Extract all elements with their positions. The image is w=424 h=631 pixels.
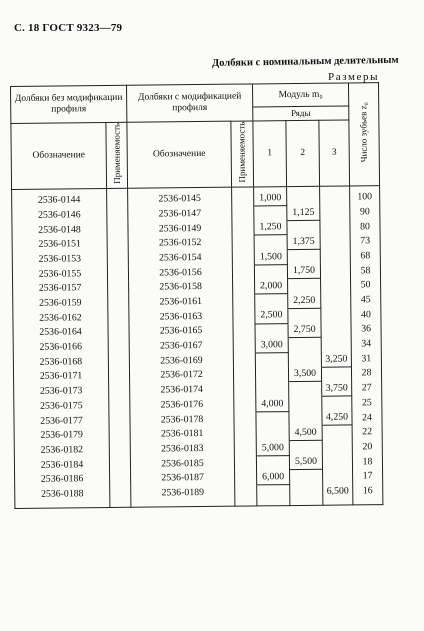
module-series-3 [321, 367, 351, 382]
applicability-with [232, 206, 254, 221]
teeth-count: 27 [352, 381, 382, 396]
designation-without: 2536-0171 [13, 369, 108, 385]
teeth-count: 16 [353, 484, 383, 506]
applicability-without [107, 188, 128, 207]
module-series-3 [320, 264, 350, 279]
teeth-count: 80 [350, 219, 380, 234]
module-series-1: 2,000 [255, 279, 288, 294]
module-series-3 [322, 440, 352, 455]
designation-without: 2536-0168 [13, 354, 108, 370]
applicability-without [109, 442, 130, 457]
designation-with: 2536-0185 [130, 456, 234, 472]
module-series-3: 4,250 [322, 411, 352, 426]
applicability-without [107, 237, 128, 252]
teeth-count: 100 [350, 185, 380, 205]
teeth-count: 68 [350, 249, 380, 264]
teeth-count: 31 [351, 352, 381, 367]
cutters-table [10, 82, 383, 509]
teeth-count: 90 [350, 205, 380, 220]
designation-without: 2536-0175 [14, 398, 109, 414]
module-series-3 [321, 337, 351, 352]
module-series-2: 2,750 [288, 323, 321, 338]
module-series-1 [256, 382, 289, 397]
header-applicability-2 [231, 121, 254, 187]
module-series-2 [288, 352, 321, 367]
applicability-with [235, 470, 257, 485]
module-series-2: 5,500 [289, 455, 322, 470]
teeth-count: 18 [352, 454, 382, 469]
applicability-with [233, 279, 255, 294]
designation-with: 2536-0147 [128, 206, 232, 222]
designation-without: 2536-0179 [14, 428, 109, 444]
designation-with: 2536-0183 [130, 441, 234, 457]
module-series-3 [320, 249, 350, 264]
designation-without: 2536-0151 [12, 237, 107, 253]
designation-without: 2536-0146 [12, 208, 107, 224]
applicability-with [233, 368, 255, 383]
applicability-without [108, 310, 129, 325]
module-series-1: 5,000 [256, 441, 289, 456]
module-series-2: 4,500 [289, 426, 322, 441]
module-series-1: 6,000 [257, 470, 290, 485]
module-series-3: 3,250 [321, 352, 351, 367]
module-series-1: 1,500 [254, 250, 287, 265]
teeth-count: 20 [352, 440, 382, 455]
module-series-2: 3,500 [288, 367, 321, 382]
page-header: С. 18 ГОСТ 9323—79 [14, 22, 123, 34]
header-teeth-label: Число зубьев z₀ [358, 102, 370, 163]
header-group-with-modification: Долбяки с модификацией профиля [127, 84, 253, 122]
module-series-3 [321, 293, 351, 308]
applicability-without [107, 251, 128, 266]
applicability-without [108, 325, 129, 340]
applicability-with [234, 456, 256, 471]
designation-without: 2536-0153 [12, 252, 107, 268]
designation-without: 2536-0184 [14, 457, 109, 473]
module-series-2: 1,375 [287, 235, 320, 250]
applicability-with [235, 485, 257, 506]
module-series-3 [321, 308, 351, 323]
module-series-2 [289, 411, 322, 426]
designation-without: 2536-0155 [12, 266, 107, 282]
applicability-with [232, 235, 254, 250]
module-series-3 [321, 278, 351, 293]
applicability-without [108, 369, 129, 384]
designation-with: 2536-0158 [129, 280, 233, 296]
module-series-1 [255, 353, 288, 368]
designation-without: 2536-0188 [15, 487, 110, 509]
module-series-3: 6,500 [323, 484, 353, 506]
applicability-with [232, 250, 254, 265]
module-series-3 [322, 455, 352, 470]
module-series-2 [289, 440, 322, 455]
teeth-count: 58 [350, 263, 380, 278]
designation-without: 2536-0173 [14, 384, 109, 400]
applicability-without [108, 281, 129, 296]
module-series-1 [256, 426, 289, 441]
teeth-count: 36 [351, 322, 381, 337]
header-teeth [349, 83, 380, 186]
module-series-1 [256, 455, 289, 470]
applicability-with [233, 353, 255, 368]
applicability-with [234, 382, 256, 397]
applicability-with [234, 397, 256, 412]
table-subtitle: Размеры [328, 71, 380, 83]
designation-with: 2536-0174 [130, 382, 234, 398]
designation-with: 2536-0165 [129, 324, 233, 340]
designation-with: 2536-0178 [130, 412, 234, 428]
applicability-with [233, 309, 255, 324]
teeth-count: 24 [352, 410, 382, 425]
designation-without: 2536-0164 [13, 325, 108, 341]
module-series-3 [322, 425, 352, 440]
table-title: Долбяки с номинальным делительным [211, 54, 399, 69]
applicability-without [109, 398, 130, 413]
module-series-3 [323, 469, 353, 484]
teeth-count: 50 [351, 278, 381, 293]
designation-with: 2536-0172 [129, 368, 233, 384]
module-series-2 [288, 308, 321, 323]
module-series-1 [255, 294, 288, 309]
designation-with: 2536-0152 [128, 236, 232, 252]
designation-with: 2536-0181 [130, 427, 234, 443]
teeth-count: 17 [353, 469, 383, 484]
applicability-with [232, 221, 254, 236]
module-series-2: 2,250 [288, 293, 321, 308]
designation-with: 2536-0187 [131, 471, 235, 487]
header-rows: Ряды [253, 106, 349, 121]
module-series-2 [289, 382, 322, 397]
module-series-2 [290, 484, 323, 506]
module-series-1: 2,500 [255, 308, 288, 323]
designation-without: 2536-0162 [13, 310, 108, 326]
module-series-2 [287, 186, 320, 206]
designation-without: 2536-0182 [14, 443, 109, 459]
module-series-1 [257, 485, 290, 507]
designation-without: 2536-0166 [13, 340, 108, 356]
module-series-1 [255, 367, 288, 382]
module-series-3 [322, 396, 352, 411]
designation-with: 2536-0167 [129, 338, 233, 354]
header-series-3: 3 [319, 120, 350, 186]
applicability-without [108, 339, 129, 354]
designation-with: 2536-0189 [131, 485, 235, 507]
module-series-3 [320, 234, 350, 249]
header-module: Модуль m₀ [253, 83, 349, 107]
designation-without: 2536-0157 [13, 281, 108, 297]
designation-with: 2536-0176 [130, 397, 234, 413]
module-series-3 [320, 186, 350, 206]
header-designation-1: Обозначение [11, 122, 107, 189]
designation-without: 2536-0148 [12, 222, 107, 238]
module-series-3 [320, 220, 350, 235]
applicability-with [232, 187, 254, 206]
teeth-count: 73 [350, 234, 380, 249]
designation-with: 2536-0163 [129, 309, 233, 325]
applicability-with [234, 412, 256, 427]
module-series-2 [288, 337, 321, 352]
module-series-3 [321, 322, 351, 337]
teeth-count: 28 [351, 366, 381, 381]
header-series-1: 1 [253, 121, 287, 187]
applicability-with [234, 426, 256, 441]
module-series-2 [290, 470, 323, 485]
applicability-without [107, 266, 128, 281]
applicability-without [107, 207, 128, 222]
module-series-1: 4,000 [256, 397, 289, 412]
designation-without: 2536-0177 [14, 413, 109, 429]
teeth-count: 25 [352, 396, 382, 411]
applicability-without [108, 354, 129, 369]
table-body [12, 185, 383, 508]
module-series-2: 1,125 [287, 205, 320, 220]
designation-without: 2536-0144 [12, 188, 107, 208]
applicability-with [234, 441, 256, 456]
applicability-without [109, 428, 130, 443]
applicability-with [233, 294, 255, 309]
applicability-without [107, 222, 128, 237]
module-series-2 [287, 220, 320, 235]
module-series-1: 1,000 [254, 186, 287, 206]
module-series-1 [254, 235, 287, 250]
designation-with: 2536-0169 [129, 353, 233, 369]
module-series-1 [256, 411, 289, 426]
designation-with: 2536-0156 [128, 265, 232, 281]
table-row [15, 484, 383, 509]
teeth-count: 40 [351, 307, 381, 322]
module-series-1: 3,000 [255, 338, 288, 353]
applicability-without [110, 486, 131, 507]
applicability-with [233, 338, 255, 353]
teeth-count: 34 [351, 337, 381, 352]
header-group-without-modification: Долбяки без модификации профиля [11, 85, 127, 123]
designation-without: 2536-0159 [13, 296, 108, 312]
module-series-2: 1,750 [287, 264, 320, 279]
module-series-1 [254, 206, 287, 221]
applicability-without [109, 384, 130, 399]
module-series-2 [289, 396, 322, 411]
designation-with: 2536-0149 [128, 221, 232, 237]
module-series-2 [288, 279, 321, 294]
module-series-3 [320, 205, 350, 220]
designation-with: 2536-0145 [128, 187, 232, 207]
applicability-with [232, 265, 254, 280]
designation-without: 2536-0186 [15, 472, 110, 488]
module-series-1 [254, 264, 287, 279]
applicability-without [110, 472, 131, 487]
header-applicability-1-label: Применяемость [111, 122, 122, 184]
module-series-3: 3,750 [322, 381, 352, 396]
header-applicability-1 [106, 122, 128, 188]
applicability-without [109, 413, 130, 428]
teeth-count: 22 [352, 425, 382, 440]
header-designation-2: Обозначение [127, 121, 232, 188]
module-series-2 [287, 249, 320, 264]
teeth-count: 45 [351, 293, 381, 308]
designation-with: 2536-0154 [128, 250, 232, 266]
applicability-without [109, 457, 130, 472]
applicability-without [108, 295, 129, 310]
applicability-with [233, 323, 255, 338]
designation-with: 2536-0161 [129, 294, 233, 310]
header-applicability-2-label: Применяемость [236, 121, 248, 183]
header-series-2: 2 [286, 120, 320, 186]
module-series-1: 1,250 [254, 220, 287, 235]
module-series-1 [255, 323, 288, 338]
